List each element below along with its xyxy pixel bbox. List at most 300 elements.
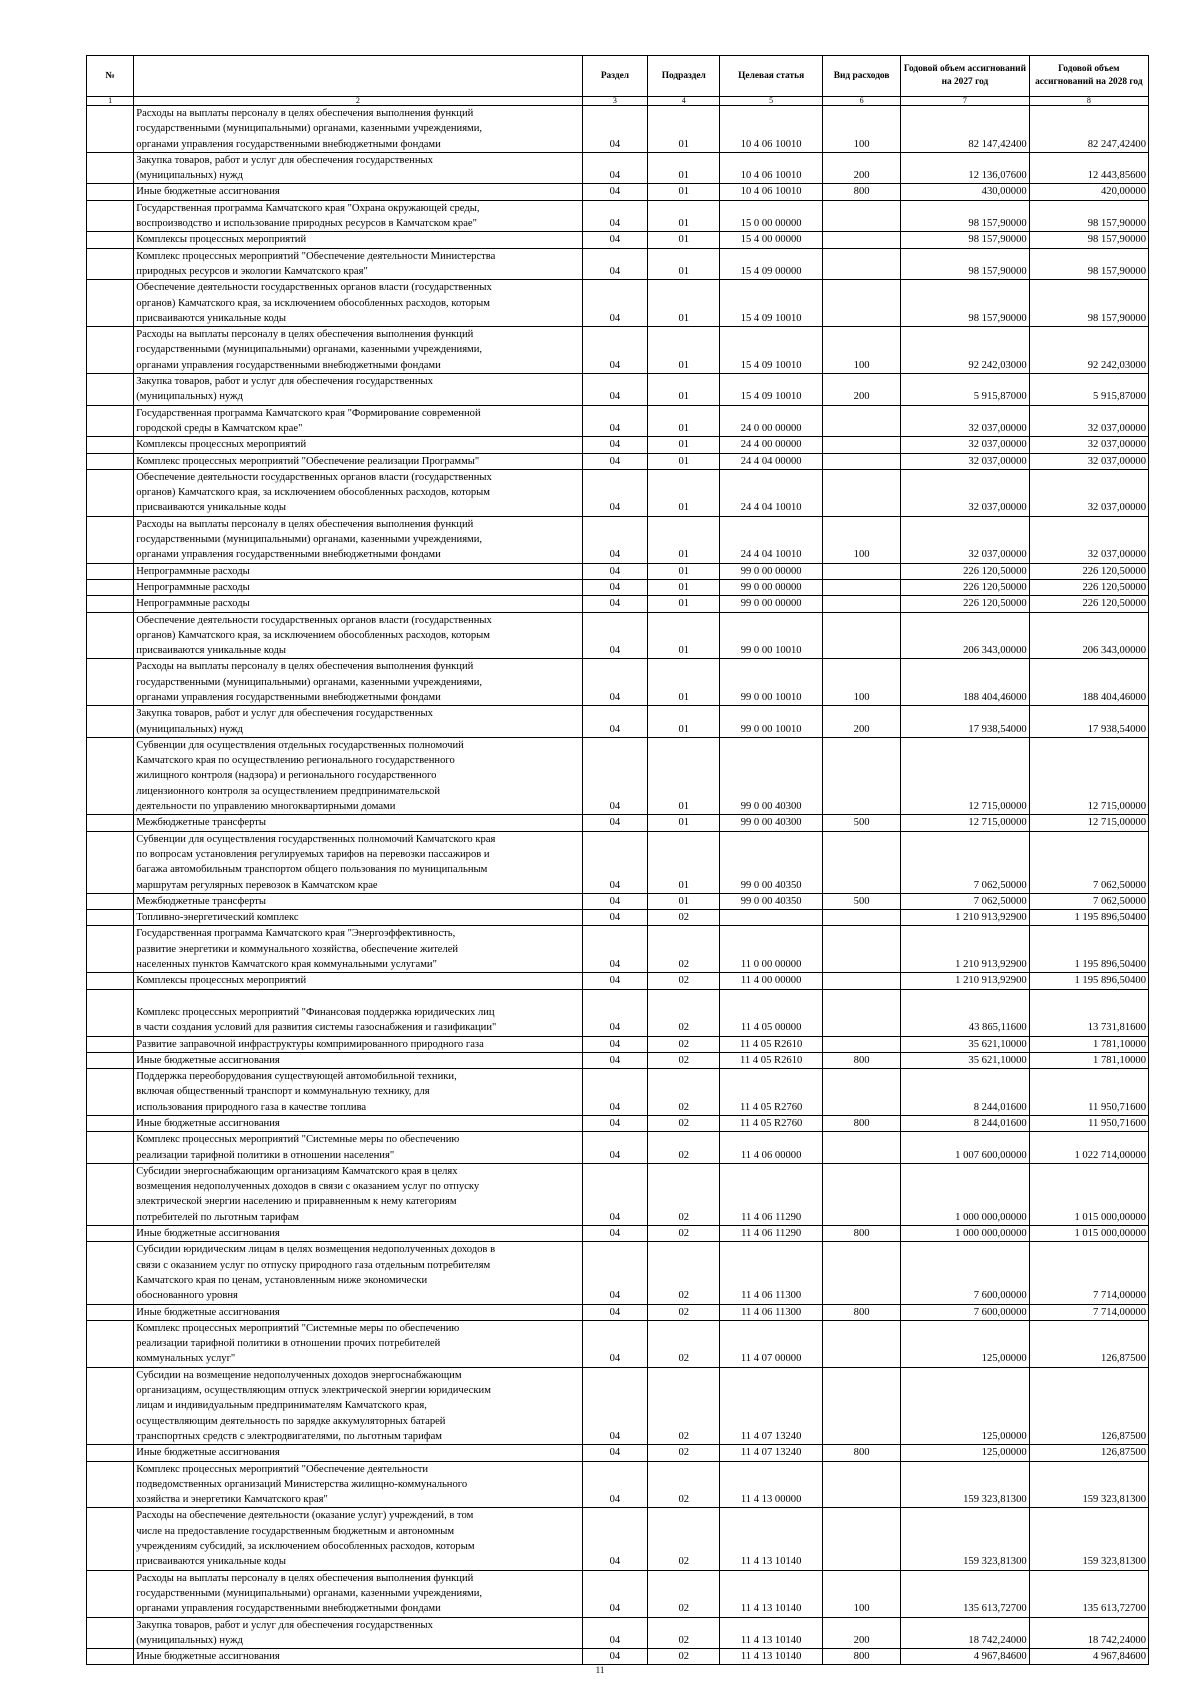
section-cell: 04 (582, 706, 648, 738)
allocation-2028-cell: 1 015 000,00000 (1029, 1226, 1148, 1242)
expense-type-cell (823, 1163, 901, 1225)
column-number: 4 (648, 97, 720, 106)
section-cell: 04 (582, 327, 648, 374)
subsection-cell: 02 (648, 1649, 720, 1665)
row-number-cell (87, 973, 134, 989)
target-article-cell: 24 0 00 00000 (720, 405, 823, 437)
allocation-2027-cell: 7 062,50000 (901, 893, 1030, 909)
expense-name-cell: Субвенции для осуществления государственных полномочий Камчатского края по вопросам установления регулируемых тарифов на перевозки пассажиров и багажа автомобильным транспортом общего пользования по муниципальным маршрутам регулярных перевозок в Камчатском крае (134, 831, 582, 893)
target-article-cell: 11 4 07 13240 (720, 1367, 823, 1444)
row-number-cell (87, 1445, 134, 1461)
row-number-cell (87, 989, 134, 1036)
expense-type-cell (823, 1320, 901, 1367)
allocation-2028-cell: 12 715,00000 (1029, 815, 1148, 831)
header-expense-type: Вид расходов (823, 56, 901, 97)
expense-type-cell: 800 (823, 184, 901, 200)
target-article-cell: 11 4 05 00000 (720, 989, 823, 1036)
column-number: 3 (582, 97, 648, 106)
target-article-cell: 15 0 00 00000 (720, 200, 823, 232)
section-cell: 04 (582, 248, 648, 280)
table-row (87, 1508, 1149, 1570)
subsection-cell: 01 (648, 200, 720, 232)
allocation-2028-cell: 1 195 896,50400 (1029, 910, 1148, 926)
expense-name-cell: Расходы на выплаты персоналу в целях обеспечения выполнения функций государственными (муниципальными) органами, казенными учреждениями, органами управления государственными внебюджетными фондами (134, 327, 582, 374)
target-article-cell: 11 4 13 00000 (720, 1461, 823, 1508)
expense-type-cell (823, 1367, 901, 1444)
subsection-cell: 01 (648, 152, 720, 184)
expense-name-cell: Иные бюджетные ассигнования (134, 184, 582, 200)
allocation-2027-cell: 8 244,01600 (901, 1069, 1030, 1116)
row-number-cell (87, 469, 134, 516)
expense-name-cell: Комплекс процессных мероприятий "Обеспечение деятельности Министерства природных ресурсов и экологии Камчатского края" (134, 248, 582, 280)
expense-type-cell: 800 (823, 1226, 901, 1242)
expense-name-cell: Поддержка переоборудования существующей автомобильной техники, включая общественный транспорт и коммунальную технику, для использования природного газа в качестве топлива (134, 1069, 582, 1116)
target-article-cell: 15 4 09 10010 (720, 280, 823, 327)
subsection-cell: 01 (648, 327, 720, 374)
row-number-cell (87, 1461, 134, 1508)
allocation-2027-cell: 226 120,50000 (901, 596, 1030, 612)
subsection-cell: 02 (648, 1036, 720, 1052)
target-article-cell: 11 4 05 R2760 (720, 1069, 823, 1116)
expense-name-cell: Развитие заправочной инфраструктуры компримированного природного газа (134, 1036, 582, 1052)
header-target-article: Целевая статья (720, 56, 823, 97)
subsection-cell: 01 (648, 405, 720, 437)
table-row (87, 659, 1149, 706)
allocation-2027-cell: 7 600,00000 (901, 1242, 1030, 1304)
subsection-cell: 02 (648, 1367, 720, 1444)
allocation-2028-cell: 92 242,03000 (1029, 327, 1148, 374)
allocation-2027-cell: 92 242,03000 (901, 327, 1030, 374)
allocation-2028-cell: 226 120,50000 (1029, 579, 1148, 595)
table-row (87, 1367, 1149, 1444)
allocation-2028-cell: 32 037,00000 (1029, 516, 1148, 563)
target-article-cell: 11 4 06 11290 (720, 1163, 823, 1225)
section-cell: 04 (582, 232, 648, 248)
table-row (87, 437, 1149, 453)
section-cell: 04 (582, 1132, 648, 1164)
allocation-2027-cell: 98 157,90000 (901, 280, 1030, 327)
expense-type-cell (823, 1036, 901, 1052)
section-cell: 04 (582, 280, 648, 327)
expense-name-cell: Комплексы процессных мероприятий (134, 437, 582, 453)
table-row (87, 1052, 1149, 1068)
expense-type-cell: 800 (823, 1052, 901, 1068)
expense-type-cell (823, 405, 901, 437)
expense-type-cell: 800 (823, 1304, 901, 1320)
section-cell: 04 (582, 563, 648, 579)
target-article-cell: 99 0 00 40300 (720, 737, 823, 814)
row-number-cell (87, 248, 134, 280)
expense-name-cell: Обеспечение деятельности государственных органов власти (государственных органов) Камчатского края, за исключением обособленных расходов, которым присваиваются уникальные коды (134, 469, 582, 516)
expense-type-cell: 800 (823, 1649, 901, 1665)
subsection-cell: 02 (648, 1508, 720, 1570)
allocation-2028-cell: 1 022 714,00000 (1029, 1132, 1148, 1164)
subsection-cell: 02 (648, 1132, 720, 1164)
allocation-2027-cell: 4 967,84600 (901, 1649, 1030, 1665)
allocation-2027-cell: 430,00000 (901, 184, 1030, 200)
target-article-cell: 99 0 00 40300 (720, 815, 823, 831)
table-row (87, 1242, 1149, 1304)
expense-type-cell: 100 (823, 327, 901, 374)
row-number-cell (87, 926, 134, 973)
row-number-cell (87, 1116, 134, 1132)
expense-name-cell: Непрограммные расходы (134, 563, 582, 579)
section-cell: 04 (582, 1617, 648, 1649)
allocation-2028-cell: 226 120,50000 (1029, 563, 1148, 579)
expense-type-cell (823, 831, 901, 893)
expense-type-cell (823, 563, 901, 579)
table-row (87, 1649, 1149, 1665)
target-article-cell: 10 4 06 10010 (720, 184, 823, 200)
subsection-cell: 02 (648, 910, 720, 926)
table-row (87, 248, 1149, 280)
allocation-2028-cell: 1 195 896,50400 (1029, 973, 1148, 989)
section-cell: 04 (582, 1570, 648, 1617)
subsection-cell: 02 (648, 1320, 720, 1367)
section-cell: 04 (582, 200, 648, 232)
target-article-cell: 15 4 09 10010 (720, 374, 823, 406)
allocation-2028-cell: 206 343,00000 (1029, 612, 1148, 659)
subsection-cell: 01 (648, 516, 720, 563)
header-subsection: Подраздел (648, 56, 720, 97)
budget-table-sheet (86, 55, 1149, 1665)
table-row (87, 1069, 1149, 1116)
expense-name-cell: Комплексы процессных мероприятий (134, 232, 582, 248)
expense-name-cell: Иные бюджетные ассигнования (134, 1052, 582, 1068)
target-article-cell: 99 0 00 40350 (720, 831, 823, 893)
table-row (87, 989, 1149, 1036)
allocation-2028-cell: 7 062,50000 (1029, 831, 1148, 893)
table-row (87, 1163, 1149, 1225)
table-row (87, 232, 1149, 248)
allocation-2028-cell: 188 404,46000 (1029, 659, 1148, 706)
subsection-cell: 02 (648, 926, 720, 973)
section-cell: 04 (582, 516, 648, 563)
target-article-cell: 11 4 05 R2610 (720, 1036, 823, 1052)
allocation-2027-cell: 206 343,00000 (901, 612, 1030, 659)
section-cell: 04 (582, 184, 648, 200)
allocation-2027-cell: 98 157,90000 (901, 248, 1030, 280)
allocation-2027-cell: 1 210 913,92900 (901, 926, 1030, 973)
allocation-2028-cell: 226 120,50000 (1029, 596, 1148, 612)
expense-name-cell: Обеспечение деятельности государственных органов власти (государственных органов) Камчатского края, за исключением обособленных расходов, которым присваиваются уникальные коды (134, 280, 582, 327)
allocation-2028-cell: 12 443,85600 (1029, 152, 1148, 184)
table-row (87, 469, 1149, 516)
section-cell: 04 (582, 1445, 648, 1461)
section-cell: 04 (582, 926, 648, 973)
expense-name-cell: Комплекс процессных мероприятий "Системные меры по обеспечению реализации тарифной политики в отношении прочих потребителей коммунальных услуг" (134, 1320, 582, 1367)
allocation-2028-cell: 1 781,10000 (1029, 1052, 1148, 1068)
expense-type-cell (823, 612, 901, 659)
allocation-2028-cell: 82 247,42400 (1029, 106, 1148, 153)
subsection-cell: 02 (648, 1116, 720, 1132)
target-article-cell: 11 4 07 00000 (720, 1320, 823, 1367)
allocation-2028-cell: 1 781,10000 (1029, 1036, 1148, 1052)
row-number-cell (87, 280, 134, 327)
subsection-cell: 02 (648, 1242, 720, 1304)
allocation-2027-cell: 125,00000 (901, 1367, 1030, 1444)
table-row (87, 815, 1149, 831)
allocation-2028-cell: 98 157,90000 (1029, 200, 1148, 232)
allocation-2027-cell: 35 621,10000 (901, 1036, 1030, 1052)
expense-name-cell: Обеспечение деятельности государственных органов власти (государственных органов) Камчатского края, за исключением обособленных расходов, которым присваиваются уникальные коды (134, 612, 582, 659)
target-article-cell: 11 4 13 10140 (720, 1508, 823, 1570)
expense-type-cell: 500 (823, 815, 901, 831)
subsection-cell: 01 (648, 831, 720, 893)
header-allocation-2027: Годовой объем ассигнований на 2027 год (901, 56, 1030, 97)
target-article-cell: 11 4 13 10140 (720, 1649, 823, 1665)
section-cell: 04 (582, 596, 648, 612)
allocation-2028-cell: 5 915,87000 (1029, 374, 1148, 406)
header-row (87, 56, 1149, 97)
subsection-cell: 01 (648, 437, 720, 453)
allocation-2028-cell: 32 037,00000 (1029, 437, 1148, 453)
allocation-2027-cell: 12 715,00000 (901, 815, 1030, 831)
row-number-cell (87, 612, 134, 659)
allocation-2027-cell: 1 007 600,00000 (901, 1132, 1030, 1164)
table-row (87, 1132, 1149, 1164)
header-section: Раздел (582, 56, 648, 97)
subsection-cell: 01 (648, 453, 720, 469)
allocation-2028-cell: 126,87500 (1029, 1320, 1148, 1367)
section-cell: 04 (582, 469, 648, 516)
section-cell: 04 (582, 1069, 648, 1116)
target-article-cell: 11 4 07 13240 (720, 1445, 823, 1461)
table-row (87, 453, 1149, 469)
expense-type-cell (823, 596, 901, 612)
allocation-2028-cell: 98 157,90000 (1029, 280, 1148, 327)
row-number-cell (87, 405, 134, 437)
row-number-cell (87, 106, 134, 153)
expense-name-cell: Субсидии юридическим лицам в целях возмещения недополученных доходов в связи с оказанием услуг по отпуску природного газа отдельным потребителям Камчатского края по ценам, установленным ниже экономически обоснованного уровня (134, 1242, 582, 1304)
row-number-cell (87, 1226, 134, 1242)
budget-table (86, 55, 1149, 1665)
allocation-2028-cell: 98 157,90000 (1029, 248, 1148, 280)
section-cell: 04 (582, 1649, 648, 1665)
allocation-2028-cell: 17 938,54000 (1029, 706, 1148, 738)
allocation-2027-cell: 135 613,72700 (901, 1570, 1030, 1617)
subsection-cell: 01 (648, 184, 720, 200)
table-row (87, 893, 1149, 909)
table-row (87, 184, 1149, 200)
allocation-2027-cell: 35 621,10000 (901, 1052, 1030, 1068)
subsection-cell: 02 (648, 1445, 720, 1461)
row-number-cell (87, 1508, 134, 1570)
column-number-row (87, 97, 1149, 106)
row-number-cell (87, 374, 134, 406)
section-cell: 04 (582, 437, 648, 453)
target-article-cell: 11 4 13 10140 (720, 1617, 823, 1649)
section-cell: 04 (582, 1320, 648, 1367)
subsection-cell: 01 (648, 815, 720, 831)
allocation-2028-cell: 420,00000 (1029, 184, 1148, 200)
allocation-2027-cell: 43 865,11600 (901, 989, 1030, 1036)
expense-type-cell: 200 (823, 706, 901, 738)
target-article-cell: 15 4 00 00000 (720, 232, 823, 248)
expense-type-cell (823, 926, 901, 973)
row-number-cell (87, 1242, 134, 1304)
target-article-cell: 24 4 04 00000 (720, 453, 823, 469)
target-article-cell: 11 4 05 R2760 (720, 1116, 823, 1132)
allocation-2028-cell: 18 742,24000 (1029, 1617, 1148, 1649)
section-cell: 04 (582, 737, 648, 814)
table-row (87, 926, 1149, 973)
allocation-2027-cell: 12 136,07600 (901, 152, 1030, 184)
target-article-cell: 11 4 06 11300 (720, 1242, 823, 1304)
expense-name-cell: Непрограммные расходы (134, 579, 582, 595)
section-cell: 04 (582, 1116, 648, 1132)
expense-name-cell: Закупка товаров, работ и услуг для обеспечения государственных (муниципальных) нужд (134, 706, 582, 738)
subsection-cell: 02 (648, 1461, 720, 1508)
target-article-cell: 11 4 06 00000 (720, 1132, 823, 1164)
allocation-2027-cell: 1 000 000,00000 (901, 1226, 1030, 1242)
subsection-cell: 01 (648, 106, 720, 153)
row-number-cell (87, 596, 134, 612)
target-article-cell: 99 0 00 10010 (720, 706, 823, 738)
row-number-cell (87, 1132, 134, 1164)
expense-name-cell: Государственная программа Камчатского края "Энергоэффективность, развитие энергетики и коммунального хозяйства, обеспечение жителей населенных пунктов Камчатского края коммунальными услугами" (134, 926, 582, 973)
expense-name-cell: Субсидии на возмещение недополученных доходов энергоснабжающим организациям, осуществляющим отпуск электрической энергии юридическим лицам и индивидуальным предпринимателям Камчатского края, осуществляющим деятельность по зарядке аккумуляторных батарей транспортных средств с электродвигателями, по льготным тарифам (134, 1367, 582, 1444)
section-cell: 04 (582, 1367, 648, 1444)
allocation-2027-cell: 1 000 000,00000 (901, 1163, 1030, 1225)
allocation-2027-cell: 125,00000 (901, 1320, 1030, 1367)
row-number-cell (87, 1570, 134, 1617)
expense-type-cell: 200 (823, 152, 901, 184)
target-article-cell: 99 0 00 00000 (720, 579, 823, 595)
allocation-2028-cell: 7 714,00000 (1029, 1242, 1148, 1304)
allocation-2027-cell: 8 244,01600 (901, 1116, 1030, 1132)
target-article-cell: 11 4 05 R2610 (720, 1052, 823, 1068)
table-row (87, 910, 1149, 926)
expense-name-cell: Комплекс процессных мероприятий "Системные меры по обеспечению реализации тарифной политики в отношении населения" (134, 1132, 582, 1164)
allocation-2027-cell: 98 157,90000 (901, 232, 1030, 248)
allocation-2027-cell: 1 210 913,92900 (901, 973, 1030, 989)
expense-name-cell: Закупка товаров, работ и услуг для обеспечения государственных (муниципальных) нужд (134, 1617, 582, 1649)
section-cell: 04 (582, 831, 648, 893)
row-number-cell (87, 1617, 134, 1649)
expense-type-cell (823, 1508, 901, 1570)
subsection-cell: 02 (648, 1304, 720, 1320)
row-number-cell (87, 437, 134, 453)
section-cell: 04 (582, 1242, 648, 1304)
expense-name-cell: Комплекс процессных мероприятий "Обеспечение реализации Программы" (134, 453, 582, 469)
target-article-cell: 15 4 09 10010 (720, 327, 823, 374)
section-cell: 04 (582, 1163, 648, 1225)
table-row (87, 1304, 1149, 1320)
allocation-2027-cell: 32 037,00000 (901, 469, 1030, 516)
expense-type-cell (823, 989, 901, 1036)
subsection-cell: 01 (648, 893, 720, 909)
row-number-cell (87, 706, 134, 738)
section-cell: 04 (582, 989, 648, 1036)
expense-name-cell: Закупка товаров, работ и услуг для обеспечения государственных (муниципальных) нужд (134, 152, 582, 184)
row-number-cell (87, 1320, 134, 1367)
expense-type-cell (823, 737, 901, 814)
allocation-2027-cell: 5 915,87000 (901, 374, 1030, 406)
expense-name-cell: Иные бюджетные ассигнования (134, 1445, 582, 1461)
allocation-2028-cell: 7 062,50000 (1029, 893, 1148, 909)
table-row (87, 831, 1149, 893)
table-row (87, 1116, 1149, 1132)
allocation-2027-cell: 159 323,81300 (901, 1461, 1030, 1508)
table-row (87, 612, 1149, 659)
section-cell: 04 (582, 579, 648, 595)
expense-name-cell: Государственная программа Камчатского края "Охрана окружающей среды, воспроизводство и использование природных ресурсов в Камчатском крае" (134, 200, 582, 232)
allocation-2028-cell: 135 613,72700 (1029, 1570, 1148, 1617)
allocation-2028-cell: 126,87500 (1029, 1367, 1148, 1444)
column-number: 1 (87, 97, 134, 106)
subsection-cell: 02 (648, 1570, 720, 1617)
section-cell: 04 (582, 1508, 648, 1570)
subsection-cell: 01 (648, 612, 720, 659)
table-row (87, 1617, 1149, 1649)
allocation-2028-cell: 12 715,00000 (1029, 737, 1148, 814)
row-number-cell (87, 910, 134, 926)
expense-name-cell: Субвенции для осуществления отдельных государственных полномочий Камчатского края по осуществлению регионального государственного жилищного контроля (надзора) и регионального государственного лицензионного контроля за осуществлением предпринимательской деятельности по управлению многоквартирными домами (134, 737, 582, 814)
allocation-2027-cell: 12 715,00000 (901, 737, 1030, 814)
expense-type-cell: 200 (823, 1617, 901, 1649)
expense-type-cell: 800 (823, 1116, 901, 1132)
table-row (87, 405, 1149, 437)
expense-type-cell (823, 1069, 901, 1116)
expense-type-cell (823, 232, 901, 248)
table-row (87, 374, 1149, 406)
section-cell: 04 (582, 893, 648, 909)
column-number: 7 (901, 97, 1030, 106)
expense-type-cell (823, 1242, 901, 1304)
target-article-cell: 11 4 06 11300 (720, 1304, 823, 1320)
subsection-cell: 01 (648, 374, 720, 406)
subsection-cell: 02 (648, 1052, 720, 1068)
header-number: № (87, 56, 134, 97)
row-number-cell (87, 737, 134, 814)
expense-type-cell (823, 280, 901, 327)
target-article-cell: 24 4 04 10010 (720, 469, 823, 516)
allocation-2028-cell: 159 323,81300 (1029, 1508, 1148, 1570)
section-cell: 04 (582, 374, 648, 406)
expense-type-cell (823, 200, 901, 232)
table-row (87, 152, 1149, 184)
target-article-cell (720, 910, 823, 926)
expense-name-cell: Расходы на обеспечение деятельности (оказание услуг) учреждений, в том числе на предоставление государственным бюджетным и автономным учреждениям субсидий, за исключением обособленных расходов, которым присваиваются уникальные коды (134, 1508, 582, 1570)
expense-name-cell: Расходы на выплаты персоналу в целях обеспечения выполнения функций государственными (муниципальными) органами, казенными учреждениями, органами управления государственными внебюджетными фондами (134, 106, 582, 153)
expense-type-cell: 100 (823, 516, 901, 563)
table-row (87, 579, 1149, 595)
target-article-cell: 24 4 04 10010 (720, 516, 823, 563)
expense-type-cell (823, 248, 901, 280)
target-article-cell: 99 0 00 10010 (720, 612, 823, 659)
subsection-cell: 01 (648, 579, 720, 595)
allocation-2027-cell: 7 600,00000 (901, 1304, 1030, 1320)
target-article-cell: 15 4 09 00000 (720, 248, 823, 280)
section-cell: 04 (582, 910, 648, 926)
section-cell: 04 (582, 106, 648, 153)
subsection-cell: 01 (648, 737, 720, 814)
allocation-2027-cell: 32 037,00000 (901, 516, 1030, 563)
header-allocation-2028: Годовой объем ассигнований на 2028 год (1029, 56, 1148, 97)
section-cell: 04 (582, 1304, 648, 1320)
allocation-2028-cell: 13 731,81600 (1029, 989, 1148, 1036)
expense-name-cell: Иные бюджетные ассигнования (134, 1304, 582, 1320)
allocation-2027-cell: 32 037,00000 (901, 453, 1030, 469)
table-row (87, 200, 1149, 232)
target-article-cell: 10 4 06 10010 (720, 106, 823, 153)
expense-name-cell: Комплекс процессных мероприятий "Финансовая поддержка юридических лиц в части создания условий для развития системы газоснабжения и газификации" (134, 989, 582, 1036)
section-cell: 04 (582, 1226, 648, 1242)
expense-name-cell: Иные бюджетные ассигнования (134, 1226, 582, 1242)
allocation-2027-cell: 1 210 913,92900 (901, 910, 1030, 926)
row-number-cell (87, 327, 134, 374)
